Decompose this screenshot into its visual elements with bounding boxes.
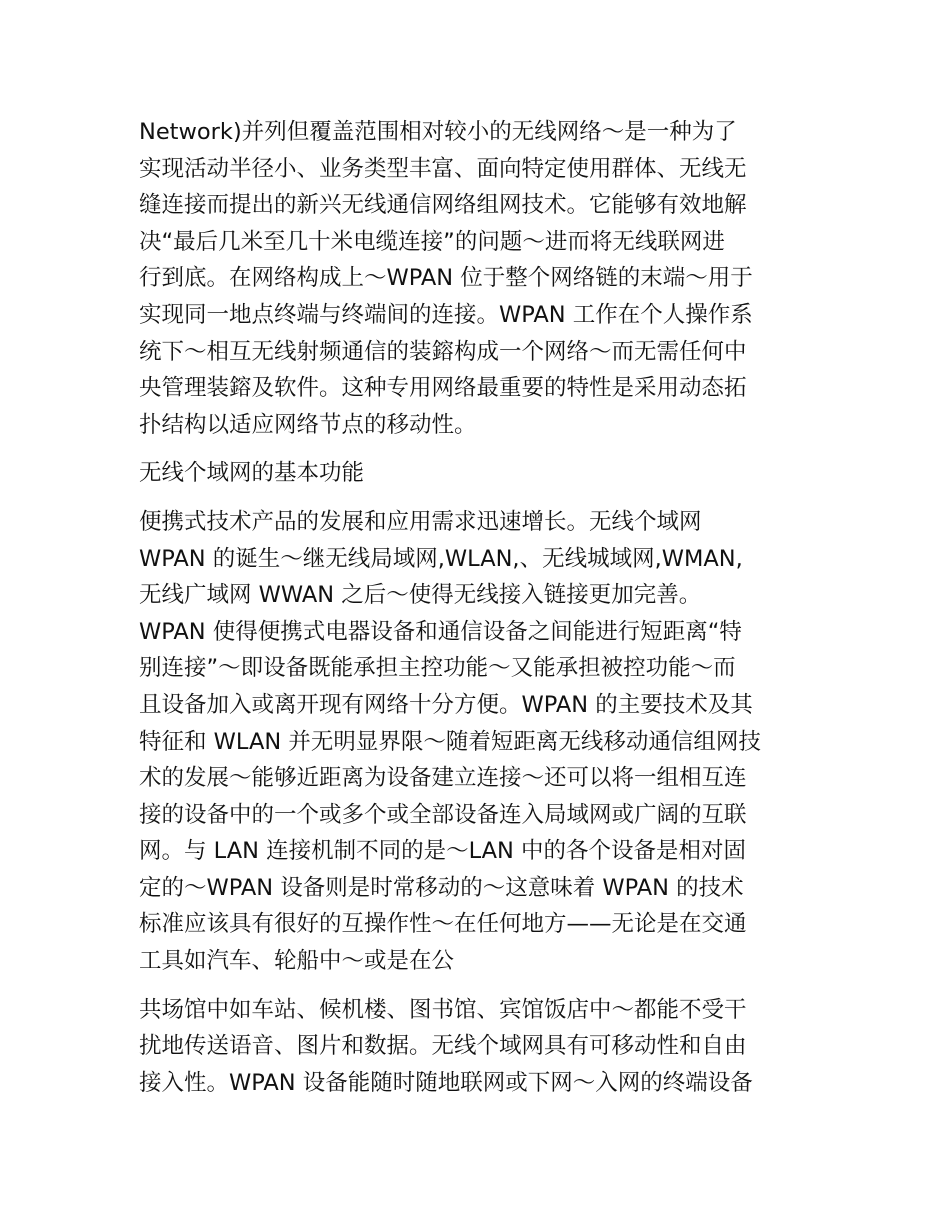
text-line: WPAN 的诞生～继无线局域网,WLAN,、无线城域网,WMAN,	[139, 545, 743, 572]
text-line: 标准应该具有很好的互操作性～在任何地方——无论是在交通	[139, 911, 747, 938]
text-line: 决“最后几米至几十米电缆连接”的问题～进而将无线联网进	[139, 228, 725, 255]
text-line: 扑结构以适应网络节点的移动性。	[139, 411, 477, 438]
text-line: 工具如汽车、轮船中～或是在公	[139, 948, 455, 975]
heading-text: 无线个域网的基本功能	[139, 460, 365, 487]
text-line: 接入性。WPAN 设备能随时随地联网或下网～入网的终端设备	[139, 1069, 753, 1096]
text-line: 央管理装鎔及软件。这种专用网络最重要的特性是采用动态拓	[139, 375, 747, 402]
text-line: 实现活动半径小、业务类型丰富、面向特定使用群体、无线无	[139, 155, 747, 182]
text-line: 实现同一地点终端与终端间的连接。WPAN 工作在个人操作系	[139, 301, 753, 328]
paragraph-wpan-functions	[139, 504, 819, 980]
text-line: 共场馆中如车站、候机楼、图书馆、宾馆饭店中～都能不受干	[139, 996, 747, 1023]
text-line: 网。与 LAN 连接机制不同的是～LAN 中的各个设备是相对固	[139, 838, 747, 865]
text-line: 术的发展～能够近距离为设备建立连接～还可以将一组相互连	[139, 765, 747, 792]
text-line: Network)并列但覆盖范围相对较小的无线网络～是一种为了	[139, 119, 737, 145]
text-line: WPAN 使得便携式电器设备和通信设备之间能进行短距离“特	[139, 618, 742, 645]
text-line: 扰地传送语音、图片和数据。无线个域网具有可移动性和自由	[139, 1033, 747, 1060]
document-body	[139, 114, 819, 1101]
text-line: 别连接”～即设备既能承担主控功能～又能承担被控功能～而	[139, 655, 736, 682]
text-line: 缝连接而提出的新兴无线通信网络组网技术。它能够有效地解	[139, 192, 747, 219]
paragraph-wpan-definition	[139, 114, 819, 443]
paragraph-wpan-mobility	[139, 992, 819, 1102]
text-line: 便携式技术产品的发展和应用需求迅速增长。无线个域网	[139, 508, 702, 535]
text-line: 无线广域网 WWAN 之后～使得无线接入链接更加完善。	[139, 582, 702, 609]
text-line: 行到底。在网络构成上～WPAN 位于整个网络链的末端～用于	[139, 265, 753, 292]
text-line: 且设备加入或离开现有网络十分方便。WPAN 的主要技术及其	[139, 691, 753, 718]
text-line: 统下～相互无线射频通信的装鎔构成一个网络～而无需任何中	[139, 338, 747, 365]
text-line: 特征和 WLAN 并无明显界限～随着短距离无线移动通信组网技	[139, 728, 761, 755]
text-line: 定的～WPAN 设备则是时常移动的～这意味着 WPAN 的技术	[139, 874, 744, 901]
section-heading	[139, 455, 819, 492]
text-line: 接的设备中的一个或多个或全部设备连入局域网或广阔的互联	[139, 801, 747, 828]
